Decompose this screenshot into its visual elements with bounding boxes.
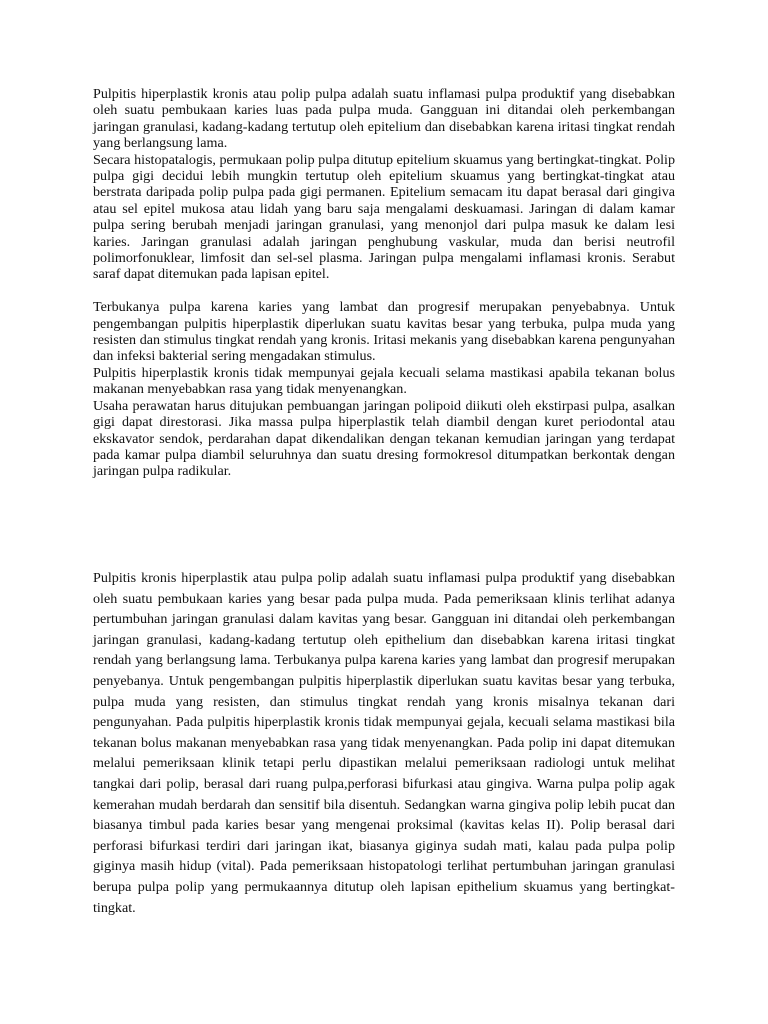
- text-section-2: [93, 568, 675, 918]
- text-section-1: [93, 86, 675, 480]
- paragraph-gap: [93, 283, 675, 299]
- paragraph-summary: Pulpitis kronis hiperplastik atau pulpa polip adalah suatu inflamasi pulpa produktif yang disebabkan oleh suatu pembukaan karies yang besar pada pulpa muda. Pada pemeriksaan klinis terlihat adanya pertumbuhan jaringan granulasi dalam kavitas yang besar. Gangguan ini ditandai oleh perkembangan jaringan granulasi, kadang-kadang tertutup oleh epithelium dan disebabkan karena iritasi tingkat rendah yang berlangsung lama. Terbukanya pulpa karena karies yang lambat dan progresif merupakan penyebanya. Untuk pengembangan pulpitis hiperplastik diperlukan suatu kavitas besar yang terbuka, pulpa muda yang resisten, dan stimulus tingkat rendah yang kronis misalnya tekanan dari pengunyahan. Pada pulpitis hiperplastik kronis tidak mempunyai gejala, kecuali selama mastikasi bila tekanan bolus makanan menyebabkan rasa yang tidak menyenangkan. Pada polip ini dapat ditemukan melalui pemeriksaan klinik tetapi perlu dipastikan melalui pemeriksaan radiologi untuk melihat tangkai dari polip, berasal dari ruang pulpa,perforasi bifurkasi atau gingiva. Warna pulpa polip agak kemerahan mudah berdarah dan sensitif bila disentuh. Sedangkan warna gingiva polip lebih pucat dan biasanya timbul pada karies besar yang mengenai proksimal (kavitas kelas II). Polip berasal dari perforasi bifurkasi terdiri dari jaringan ikat, biasanya giginya sudah mati, kalau pada pulpa polip giginya masih hidup (vital). Pada pemeriksaan histopatologi terlihat pertumbuhan jaringan granulasi berupa pulpa polip yang permukaannya ditutup oleh lapisan epithelium skuamus yang bertingkat-tingkat.: [93, 570, 675, 916]
- paragraph-histopathology: Secara histopatalogis, permukaan polip pulpa ditutup epitelium skuamus yang bertingkat-tingkat. Polip pulpa gigi decidui lebih mungkin tertutup oleh epitelium skuamus yang bertingkat-tingkat atau berstrata daripada polip pulpa pada gigi permanen. Epitelium semacam itu dapat berasal dari gingiva atau sel epitel mukosa atau lidah yang baru saja mengalami deskuamasi. Jaringan di dalam kamar pulpa sering berubah menjadi jaringan granulasi, yang menonjol dari pulpa masuk ke dalam lesi karies. Jaringan granulasi adalah jaringan penghubung vaskular, muda dan berisi neutrofil polimorfonuklear, limfosit dan sel-sel plasma. Jaringan pulpa mengalami inflamasi kronis. Serabut saraf dapat ditemukan pada lapisan epitel.: [93, 151, 675, 283]
- paragraph-definition: Pulpitis hiperplastik kronis atau polip pulpa adalah suatu inflamasi pulpa produktif yang disebabkan oleh suatu pembukaan karies luas pada pulpa muda. Gangguan ini ditandai oleh perkembangan jaringan granulasi, kadang-kadang tertutup oleh epitelium dan disebabkan karena iritasi tingkat rendah yang berlangsung lama.: [93, 86, 675, 152]
- paragraph-etiology: Terbukanya pulpa karena karies yang lambat dan progresif merupakan penyebabnya. Untuk pengembangan pulpitis hiperplastik diperlukan suatu kavitas besar yang terbuka, pulpa muda yang resisten dan stimulus tingkat rendah yang kronis. Iritasi mekanis yang disebabkan karena pengunyahan dan infeksi bakterial sering mengadakan stimulus.: [93, 299, 675, 365]
- paragraph-symptoms: Pulpitis hiperplastik kronis tidak mempunyai gejala kecuali selama mastikasi apabila tekanan bolus makanan menyebabkan rasa yang tidak menyenangkan.: [93, 364, 675, 398]
- paragraph-treatment: Usaha perawatan harus ditujukan pembuangan jaringan polipoid diikuti oleh ekstirpasi pulpa, asalkan gigi dapat direstorasi. Jika massa pulpa hiperplastik telah diambil dengan kuret periodontal atau ekskavator sendok, perdarahan dapat dikendalikan dengan tekanan kemudian jaringan yang terdapat pada kamar pulpa diambil seluruhnya dan suatu dresing formokresol ditumpatkan berkontak dengan jaringan pulpa radikular.: [93, 397, 675, 480]
